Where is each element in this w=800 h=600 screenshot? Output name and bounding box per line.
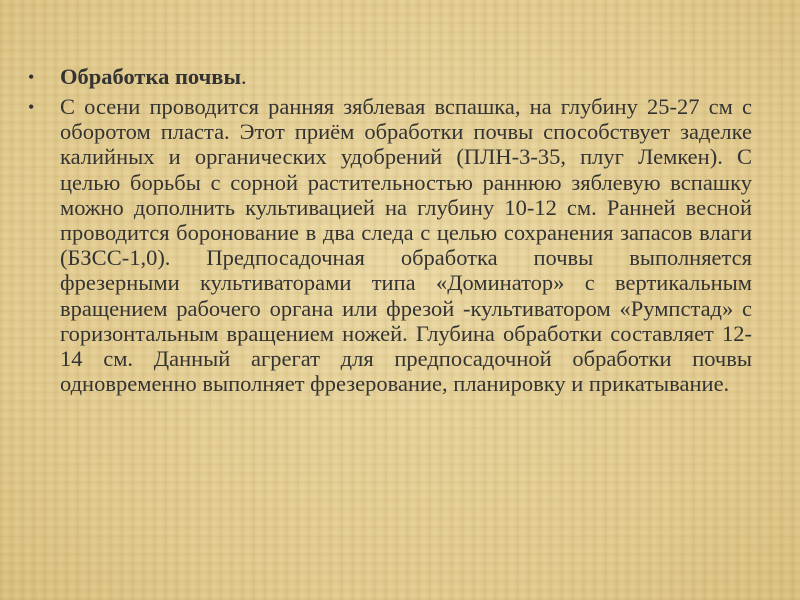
paragraph-bullet-item <box>28 94 752 396</box>
bullet-icon: • <box>28 97 35 117</box>
slide-content <box>28 64 752 396</box>
section-heading-punct: . <box>241 64 247 89</box>
heading-bullet-item <box>28 64 752 90</box>
bullet-icon: • <box>28 67 35 87</box>
section-heading-label: Обработка почвы <box>60 64 242 89</box>
body-paragraph: С осени проводится ранняя зяблевая вспашка, на глубину 25-27 см с оборотом пласта. Этот приём обработки почвы способствует заделке калийных и органических удобрений (ПЛН-3-35, плуг Лемкен). С целью борьбы с сорной растительностью раннюю зяблевую вспашку можно дополнить культивацией на глубину 10-12 см. Ранней весной проводится боронование в два следа с целью сохранения запасов влаги (БЗСС-1,0). Предпосадочная обработка почвы выполняется фрезерными культиваторами типа «Доминатор» с вертикальным вращением рабочего органа или фрезой -культиватором «Румпстад» с горизонтальным вращением ножей. Глубина обработки составляет 12-14 см. Данный агрегат для предпосадочной обработки почвы одновременно выполняет фрезерование, планировку и прикатывание. <box>60 94 752 397</box>
section-heading <box>60 64 752 90</box>
